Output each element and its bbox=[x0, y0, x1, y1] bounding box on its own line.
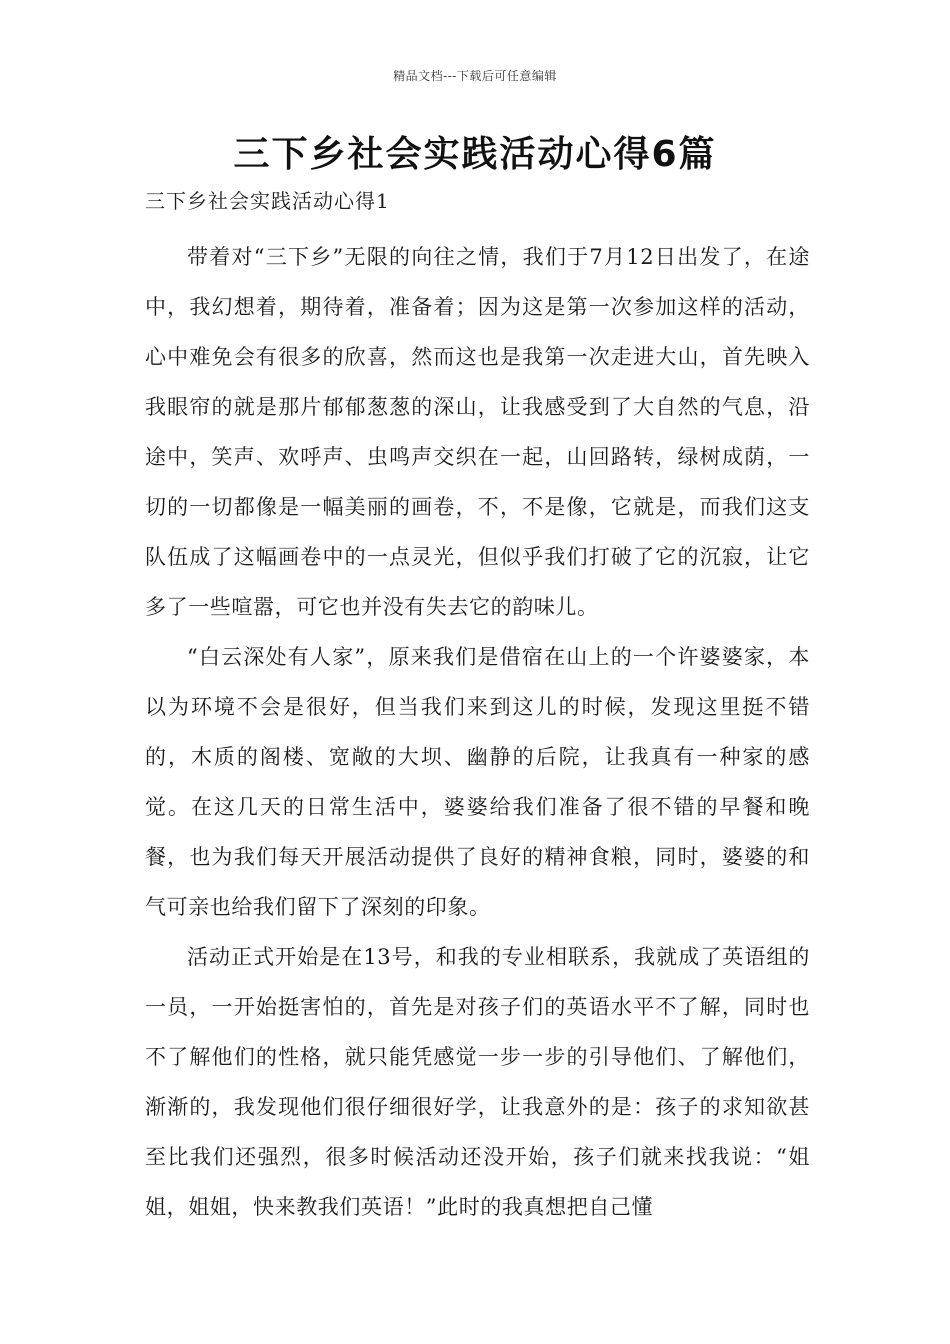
section-heading: 三下乡社会实践活动心得1 bbox=[145, 189, 390, 213]
document-body bbox=[145, 232, 810, 1232]
paragraph-3: 活动正式开始是在13号，和我的专业相联系，我就成了英语组的一员，一开始挺害怕的，首先是对孩子们的英语水平不了解，同时也不了解他们的性格，就只能凭感觉一步一步的引导他们、了解他们，渐渐的，我发现他们很仔细很好学，让我意外的是：孩子的求知欲甚至比我们还强烈，很多时候活动还没开始，孩子们就来找我说：“姐姐，姐姐，快来教我们英语！”此时的我真想把自己懂 bbox=[145, 945, 810, 1219]
document-title: 三下乡社会实践活动心得6篇 bbox=[233, 134, 717, 175]
paragraph-2: “白云深处有人家”，原来我们是借宿在山上的一个许婆婆家，本以为环境不会是很好，但当我们来到这儿的时候，发现这里挺不错的，木质的阁楼、宽敞的大坝、幽静的后院，让我真有一种家的感觉。在这几天的日常生活中，婆婆给我们准备了很不错的早餐和晚餐，也为我们每天开展活动提供了良好的精神食粮，同时，婆婆的和气可亲也给我们留下了深刻的印象。 bbox=[145, 645, 810, 919]
paragraph-1: 带着对“三下乡”无限的向往之情，我们于7月12日出发了，在途中，我幻想着，期待着，准备着；因为这是第一次参加这样的活动，心中难免会有很多的欣喜，然而这也是我第一次走进大山，首先映入我眼帘的就是那片郁郁葱葱的深山，让我感受到了大自然的气息，沿途中，笑声、欢呼声、虫鸣声交织在一起，山回路转，绿树成荫，一切的一切都像是一幅美丽的画卷，不，不是像，它就是，而我们这支队伍成了这幅画卷中的一点灵光，但似乎我们打破了它的沉寂，让它多了一些喧嚣，可它也并没有失去它的韵味儿。 bbox=[145, 245, 810, 619]
page-header-watermark: 精品文档---下载后可任意编辑 bbox=[393, 69, 557, 83]
